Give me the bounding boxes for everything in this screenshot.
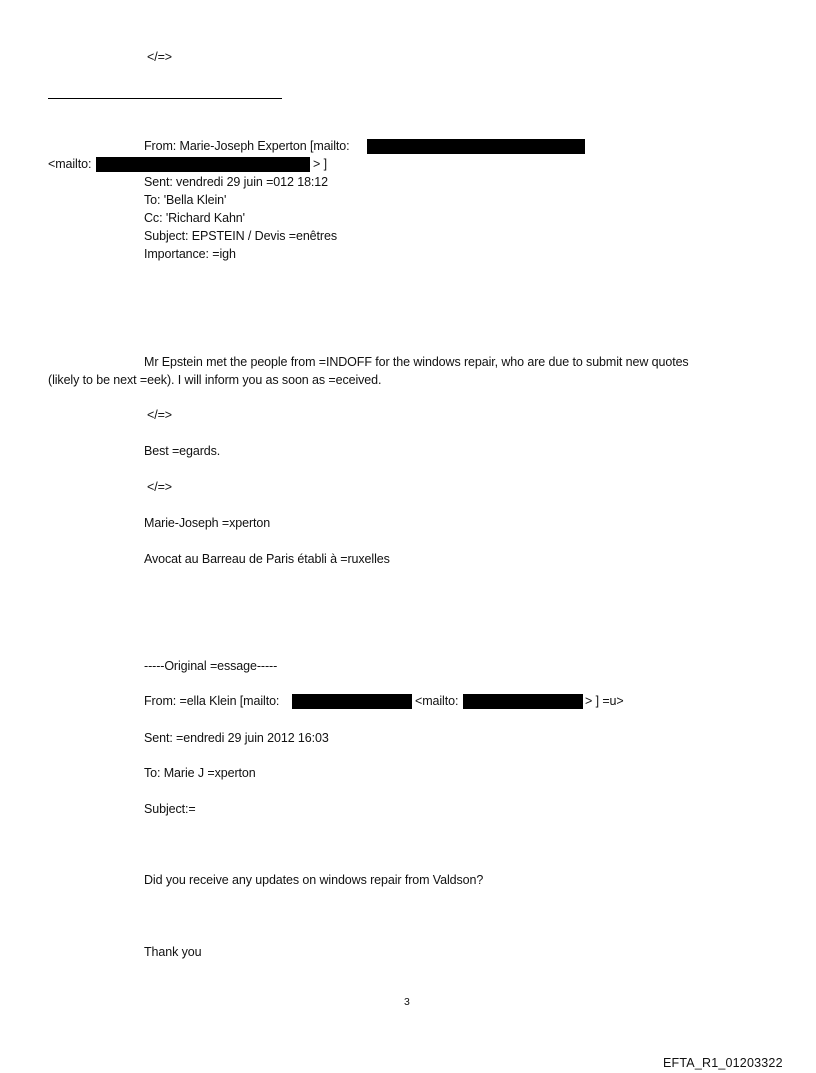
original-subject-line: Subject:= (144, 802, 196, 816)
original-to-line: To: Marie J =xperton (144, 766, 256, 780)
redaction-box (292, 694, 412, 709)
from-line: From: Marie-Joseph Experton [mailto: (144, 139, 350, 153)
importance-line: Importance: =igh (144, 247, 236, 261)
original-thanks: Thank you (144, 945, 202, 959)
signature-title: Avocat au Barreau de Paris établi à =ruxelles (144, 552, 390, 566)
original-from-close: > ] =u> (585, 694, 624, 708)
sent-line: Sent: vendredi 29 juin =012 18:12 (144, 175, 328, 189)
body-paragraph-line-2: (likely to be next =eek). I will inform you as soon as =eceived. (48, 373, 382, 387)
body-paragraph-line-1: Mr Epstein met the people from =INDOFF for the windows repair, who are due to submit new quotes (144, 355, 689, 369)
signature-name: Marie-Joseph =xperton (144, 516, 271, 530)
separator-rule (48, 98, 282, 99)
original-question: Did you receive any updates on windows repair from Valdson? (144, 873, 484, 887)
subject-line: Subject: EPSTEIN / Devis =enêtres (144, 229, 337, 243)
redaction-box (96, 157, 310, 172)
mailto-close: > ] (313, 157, 327, 171)
to-line: To: 'Bella Klein' (144, 193, 227, 207)
redaction-box (367, 139, 585, 154)
encoding-marker: </=> (147, 480, 172, 494)
original-from-line: From: =ella Klein [mailto: (144, 694, 280, 708)
redaction-box (463, 694, 583, 709)
closing-regards: Best =egards. (144, 444, 221, 458)
page-number: 3 (404, 996, 410, 1008)
cc-line: Cc: 'Richard Kahn' (144, 211, 245, 225)
original-sent-line: Sent: =endredi 29 juin 2012 16:03 (144, 731, 329, 745)
mailto-line: <mailto: (48, 157, 92, 171)
document-id: EFTA_R1_01203322 (663, 1056, 783, 1070)
original-message-separator: -----Original =essage----- (144, 659, 278, 673)
original-mailto: <mailto: (415, 694, 459, 708)
encoding-marker: </=> (147, 408, 172, 422)
encoding-marker: </=> (147, 50, 172, 64)
